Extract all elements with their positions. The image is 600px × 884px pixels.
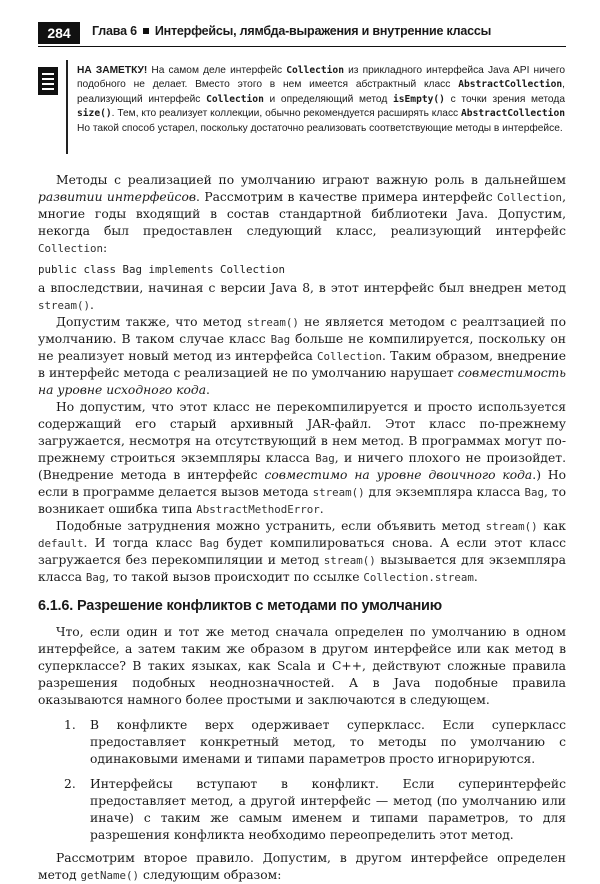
chapter-label: Глава 6 — [92, 24, 137, 38]
square-bullet-icon — [143, 28, 149, 34]
note-box — [38, 60, 566, 158]
paragraph: Допустим также, что метод stream() не является методом с реалтзацией по умолчанию. В таком случае класс Bag больше не компилируется, поскольку он не реализует новый метод из интерфейса Collection. Таким образом, внедрение в интерфейс метода с реализацией не по умолчанию нарушает совместимость на уровне исходного кода. — [38, 315, 567, 397]
note-divider — [66, 60, 68, 154]
running-header — [38, 22, 566, 44]
code-line: public class Bag implements Collection — [38, 263, 286, 276]
page-number: 284 — [38, 22, 80, 44]
section-heading: 6.1.6. Разрешение конфликтов с методами по умолчанию — [38, 598, 442, 614]
list-item: 2. Интерфейсы вступают в конфликт. Если суперинтерфейс предоставляет метод, а другой интерфейс — метод (по умолчанию или иначе) с таким же самым именем и типами параметров, то для разрешения конфликта необходимо переопределить этот метод. — [64, 777, 566, 842]
chapter-title — [92, 24, 491, 38]
paragraph: а впоследствии, начиная с версии Java 8, в этот интерфейс был внедрен метод stream(). — [38, 281, 566, 312]
note-text: НА ЗАМЕТКУ! На самом деле интерфейс Collection из прикладного интерфейса Java API ничего подобного не делает. Вместо этого в нем имеется абстрактный класс AbstractCollection, реализующий интерфейс Collection и определяющий метод isEmpty() с точки зрения метода size(). Тем, кто реализует коллекции, обычно рекомендуется расширять класс AbstractCollection Но такой способ устарел, поскольку достаточно реализовать соответствующие методы в интерфейсе. — [77, 65, 565, 134]
paragraph: Но допустим, что этот класс не перекомпилируется и просто используется содержащий его старый архивный JAR-файл. Этот класс по-прежнему загружается, несмотря на отсутствующий в нем метод. В программах могут по-прежнему строиться экземпляры класса Bag, и ничего плохого не произойдет. (Внедрение метода в интерфейс совместимо на уровне двоичного кода.) Но если в программе делается вызов метода stream() для экземпляра класса Bag, то возникает ошибка типа AbstractMethodError. — [38, 400, 566, 516]
list-item: 1. В конфликте верх одерживает суперкласс. Если суперкласс предоставляет конкретный метод, то методы по умолчанию с одинаковыми именами и типами параметров просто игнорируются. — [64, 718, 566, 766]
paragraph: Подобные затруднения можно устранить, если объявить метод stream() как default. И тогда класс Bag будет компилироваться снова. А если этот класс загружается без перекомпиляции и метод stream() вызывается для экземпляра класса Bag, то такой вызов происходит по ссылке Collection.stream. — [38, 519, 567, 584]
paragraph: Методы с реализацией по умолчанию играют важную роль в дальнейшем развитии интерфейсов. Рассмотрим в качестве примера интерфейс Collection, многие годы входящий в состав стандартной библиотеки Java. Допустим, некогда был предоставлен следующий класс, реализующий интерфейс Collection: — [38, 173, 566, 255]
paragraph: Рассмотрим второе правило. Допустим, в другом интерфейсе определен метод getName() следующим образом: — [38, 851, 566, 882]
paragraph: Что, если один и тот же метод сначала определен по умолчанию в одном интерфейсе, а затем таким же образом в другом интерфейсе или как метод в суперклассе? В таких языках, как Scala и C++, действуют сложные правила разрешения подобных неоднозначностей. А в Java подобные правила оказываются намного более простыми и заключаются в следующем. — [38, 625, 566, 707]
chapter-name: Интерфейсы, лямбда-выражения и внутренние классы — [154, 24, 492, 38]
header-rule — [38, 46, 566, 47]
body-text — [38, 172, 566, 884]
note-icon — [38, 67, 58, 95]
note-label: НА ЗАМЕТКУ! — [77, 65, 148, 76]
